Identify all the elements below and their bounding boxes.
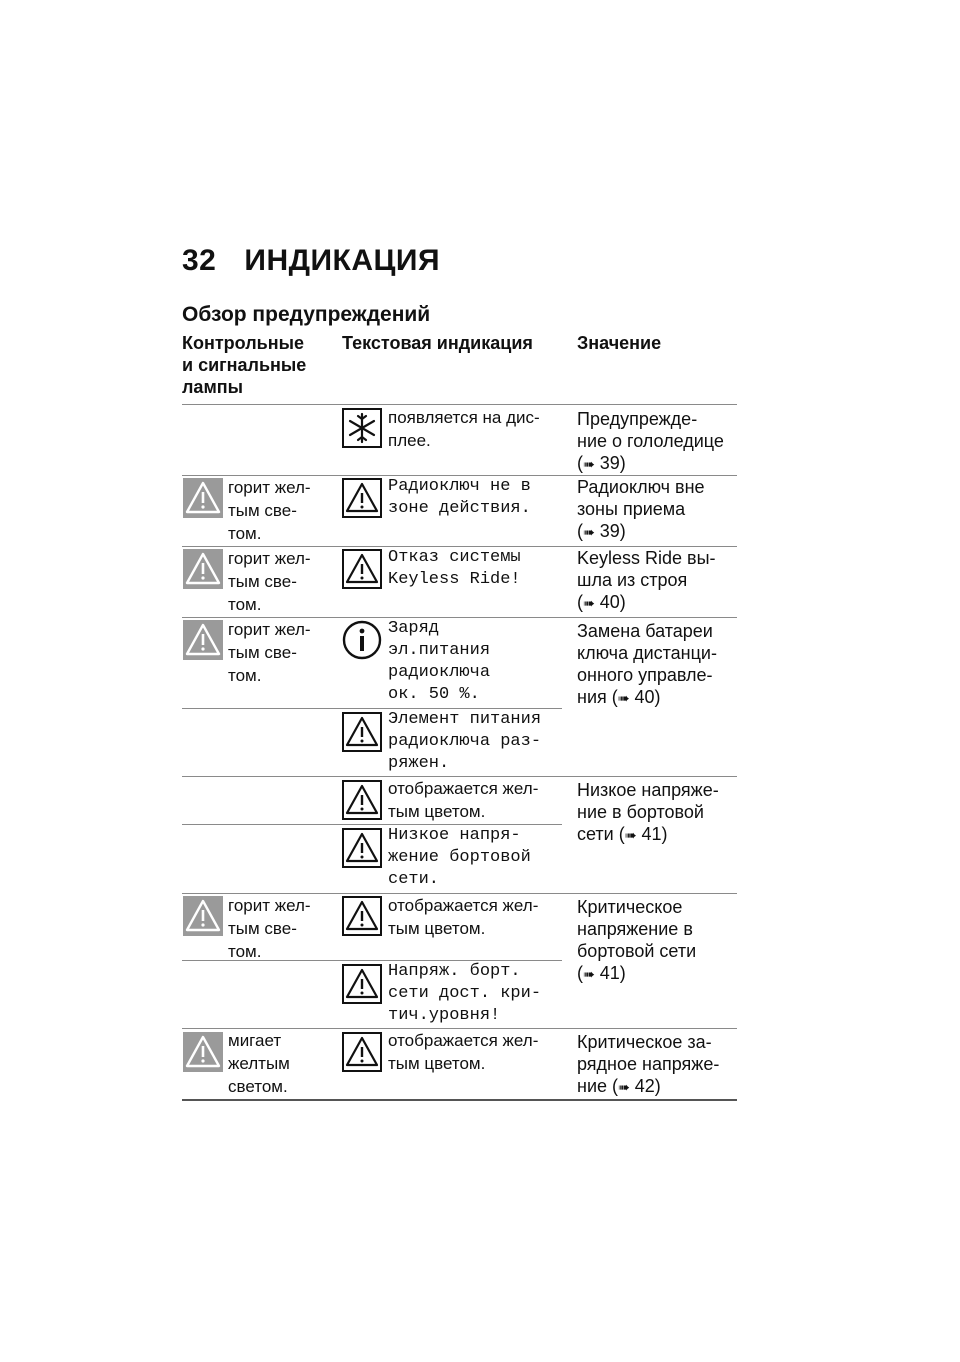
warning-triangle-icon — [342, 1032, 382, 1072]
warning-triangle-icon — [342, 478, 382, 518]
arrow-icon: ➠ — [583, 456, 595, 472]
warning-triangle-icon — [342, 896, 382, 936]
column-header-meaning: Значение — [577, 333, 662, 353]
row-divider — [182, 404, 737, 405]
display-text: Низкое напря- жение бортовой сети. — [388, 826, 531, 889]
display-text: Элемент питания радиоключа раз- ряжен. — [388, 710, 542, 773]
display-text: отображается жел- тым цветом. — [388, 779, 539, 821]
meaning-text: Низкое напряже- ние в бортовой сети (➠ 41) — [577, 780, 719, 844]
warning-lamp-icon — [183, 478, 223, 518]
display-text: отображается жел- тым цветом. — [388, 1031, 539, 1073]
snowflake-icon — [342, 408, 382, 448]
warning-lamp-icon — [183, 620, 223, 660]
warning-triangle-icon — [342, 828, 382, 868]
arrow-icon: ➠ — [617, 690, 630, 706]
column-header-lamps: Контрольные и сигнальные лампы — [182, 333, 307, 397]
lamp-text: горит жел- тым све- том. — [228, 478, 311, 543]
arrow-icon: ➠ — [583, 966, 595, 982]
lamp-text: горит жел- тым све- том. — [228, 620, 311, 685]
warning-lamp-icon — [183, 549, 223, 589]
meaning-text: Замена батареи ключа дистанци- онного управле- ния (➠ 40) — [577, 621, 717, 707]
meaning-text: Критическое за- рядное напряже- ние (➠ 42) — [577, 1032, 720, 1096]
display-text: Отказ системы Keyless Ride! — [388, 548, 521, 589]
warning-lamp-icon — [183, 1032, 223, 1072]
arrow-icon: ➠ — [618, 1079, 630, 1095]
arrow-icon: ➠ — [583, 524, 595, 540]
display-text: отображается жел- тым цветом. — [388, 896, 539, 938]
display-text: Заряд эл.питания радиоключа ок. 50 %. — [388, 619, 491, 704]
lamp-text: горит жел- тым све- том. — [228, 896, 311, 961]
warning-triangle-icon — [342, 964, 382, 1004]
display-text: Напряж. борт. сети дост. кри- тич.уровня! — [388, 962, 542, 1025]
chapter-title: ИНДИКАЦИЯ — [244, 244, 441, 277]
meaning-text: Предупрежде- ние о гололедице (➠ 39) — [577, 409, 724, 473]
warning-lamp-icon — [183, 896, 223, 936]
display-text: Радиоключ не в зоне действия. — [388, 477, 531, 518]
lamp-text: мигает желтым светом. — [228, 1031, 290, 1096]
arrow-icon: ➠ — [624, 827, 637, 843]
chapter-header — [182, 244, 440, 278]
warning-triangle-icon — [342, 549, 382, 589]
meaning-text: Радиоключ вне зоны приема (➠ 39) — [577, 477, 705, 541]
arrow-icon: ➠ — [583, 595, 595, 611]
warning-triangle-icon — [342, 780, 382, 820]
meaning-text: Keyless Ride вы- шла из строя (➠ 40) — [577, 548, 716, 612]
table-bottom-rule — [182, 1099, 737, 1101]
meaning-text: Критическое напряжение в бортовой сети (➠ 41) — [577, 897, 697, 983]
page-number: 32 — [182, 244, 217, 277]
warning-triangle-icon — [342, 712, 382, 752]
display-text: появляется на дис- плее. — [388, 408, 540, 450]
section-title: Обзор предупреждений — [182, 303, 431, 326]
lamp-text: горит жел- тым све- том. — [228, 549, 311, 614]
info-icon — [342, 620, 382, 660]
column-header-text-display: Текстовая индикация — [342, 333, 533, 353]
